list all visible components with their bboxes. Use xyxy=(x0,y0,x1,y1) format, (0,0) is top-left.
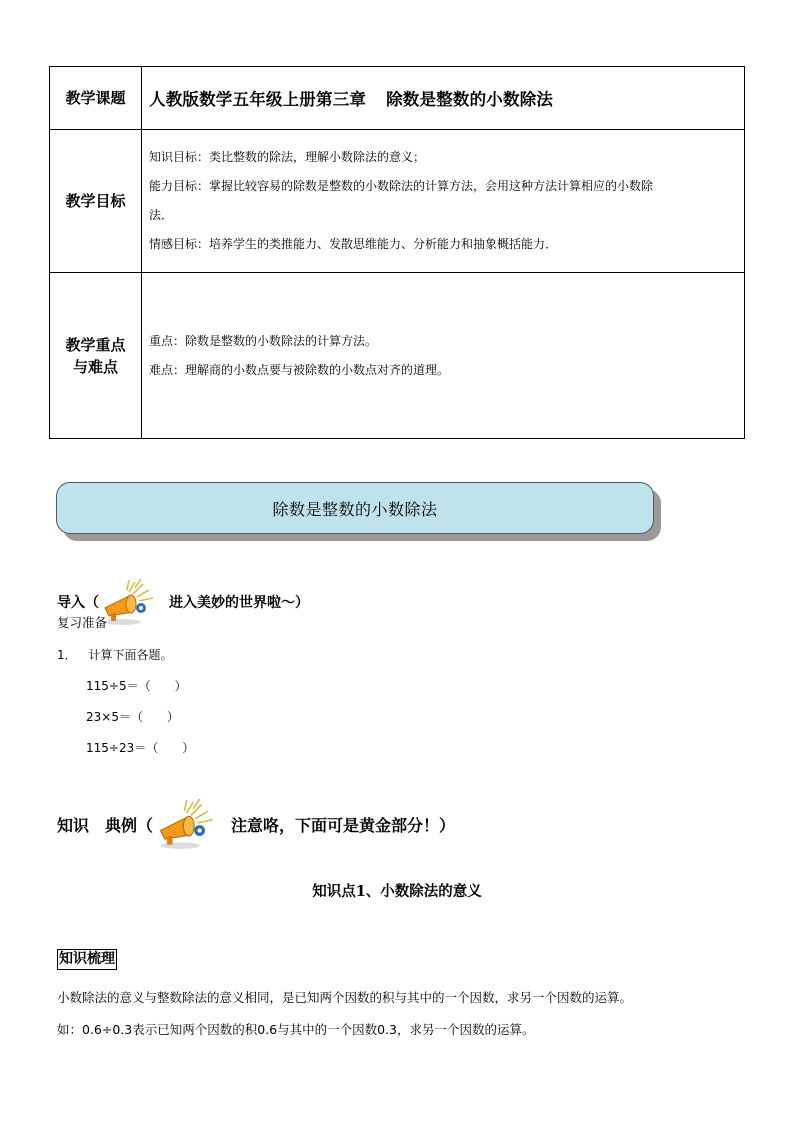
keypoint-focus: 重点：除数是整数的小数除法的计算方法。 xyxy=(149,333,378,348)
keypoints-label-line2: 与难点 xyxy=(72,357,118,376)
exercise-3: 115÷23＝（ ） xyxy=(86,741,195,755)
knowledge-suffix: 注意咯，下面可是黄金部分！） xyxy=(231,815,456,835)
review-heading: 复习准备 xyxy=(57,615,108,630)
banner-title: 除数是整数的小数除法 xyxy=(272,499,438,519)
lesson-topic-row xyxy=(50,67,745,130)
lesson-info-table xyxy=(49,66,745,439)
lesson-keypoints-row xyxy=(50,273,745,439)
intro-suffix: 进入美妙的世界啦～） xyxy=(169,595,309,611)
summary-heading: 知识梳理 xyxy=(57,949,117,970)
lesson-goals-row xyxy=(50,130,745,273)
goal-knowledge: 知识目标：类比整数的除法，理解小数除法的意义； xyxy=(149,150,426,164)
megaphone-icon xyxy=(99,578,169,626)
lesson-goals-cell xyxy=(142,130,745,273)
keypoint-difficulty: 难点：理解商的小数点要与被除数的小数点对齐的道理。 xyxy=(149,362,450,377)
summary-para-1: 小数除法的意义与整数除法的意义相同，是已知两个因数的积与其中的一个因数，求另一个因数的运算。 xyxy=(57,990,633,1005)
knowledge-point-title: 知识点1、小数除法的意义 xyxy=(312,883,482,900)
lesson-topic-label: 教学课题 xyxy=(50,67,142,130)
megaphone-icon xyxy=(153,798,231,850)
keypoints-label-line1: 教学重点 xyxy=(65,335,126,354)
lesson-goals-label: 教学目标 xyxy=(50,130,142,273)
goal-ability: 能力目标：掌握比较容易的除数是整数的小数除法的计算方法，会用这种方法计算相应的小数除 xyxy=(149,179,654,193)
lesson-topic-cell xyxy=(142,67,745,130)
lesson-topic-subtitle: 除数是整数的小数除法 xyxy=(386,90,554,109)
knowledge-prefix: 知识 典例（ xyxy=(57,815,154,835)
summary-para-2: 如：0.6÷0.3表示已知两个因数的积0.6与其中的一个因数0.3，求另一个因数的运算。 xyxy=(57,1022,535,1037)
goal-emotion: 情感目标：培养学生的类推能力、发散思维能力、分析能力和抽象概括能力． xyxy=(149,237,558,251)
lesson-keypoints-cell xyxy=(142,273,745,439)
exercise-1: 115÷5＝（ ） xyxy=(86,679,187,693)
knowledge-line xyxy=(57,798,455,850)
lesson-keypoints-label xyxy=(50,273,142,439)
review-item-text: 计算下面各题。 xyxy=(88,648,173,662)
lesson-topic-title: 人教版数学五年级上册第三章 xyxy=(149,90,367,109)
goal-ability-cont: 法． xyxy=(149,208,174,222)
exercise-2: 23×5＝（ ） xyxy=(86,710,179,724)
section-banner xyxy=(56,482,654,534)
intro-prefix: 导入（ xyxy=(57,595,99,611)
review-item-number: 1． xyxy=(57,648,77,662)
review-item xyxy=(57,646,172,663)
